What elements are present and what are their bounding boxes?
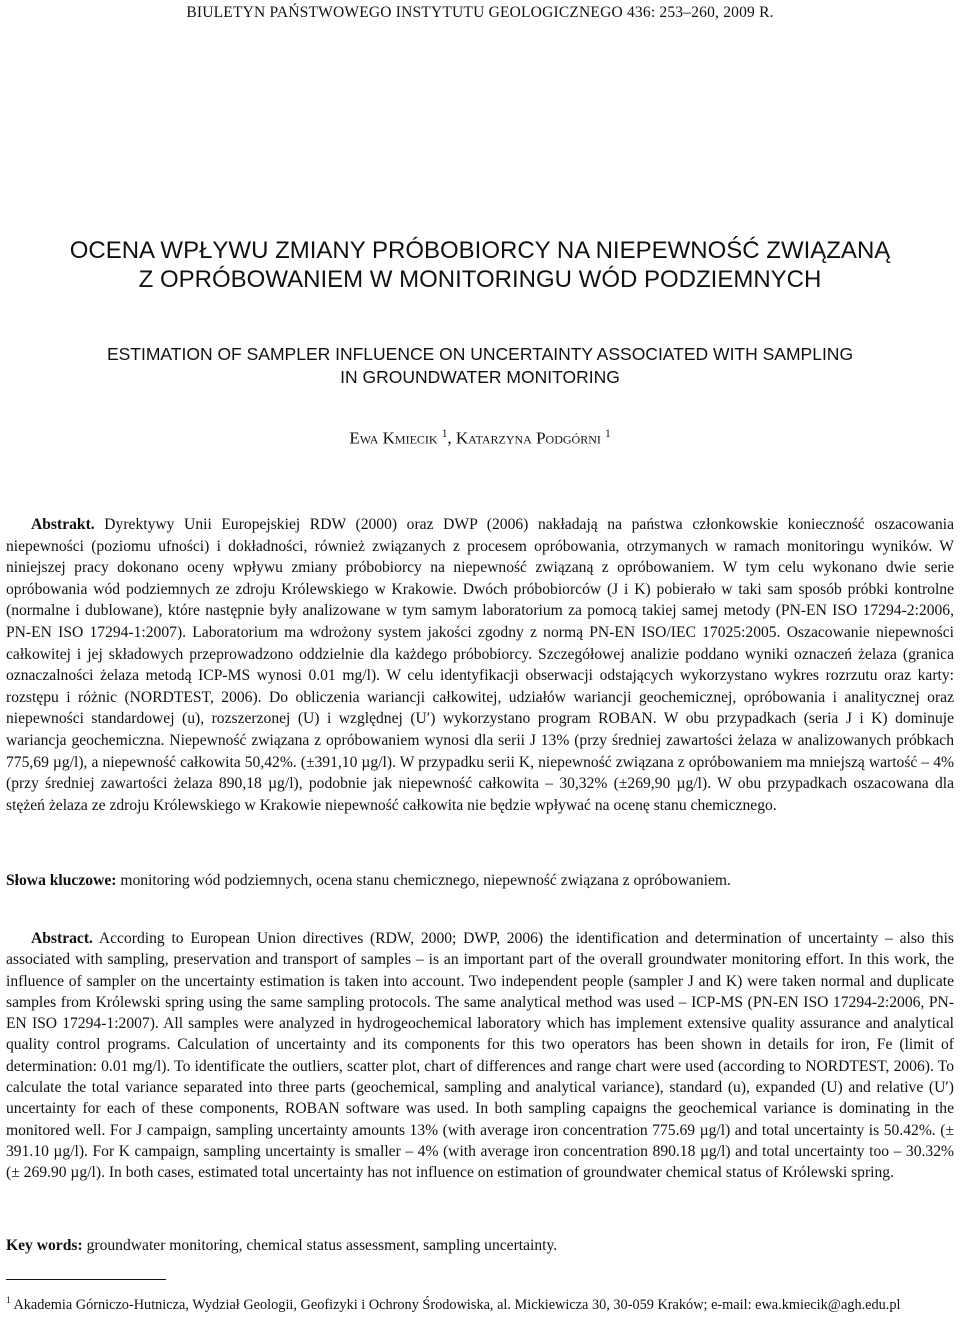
abstract-polish	[6, 514, 954, 816]
author-2-name: Katarzyna Podgórni	[455, 428, 601, 448]
title-polish-line2: Z OPRÓBOWANIEM W MONITORINGU WÓD PODZIEMNYCH	[138, 266, 822, 293]
journal-header: BIULETYN PAŃSTWOWEGO INSTYTUTU GEOLOGICZNEGO 436: 253–260, 2009 R.	[186, 4, 774, 21]
keywords-polish	[6, 872, 954, 890]
title-english-line2: IN GROUNDWATER MONITORING	[340, 367, 620, 387]
keywords-polish-text: monitoring wód podziemnych, ocena stanu chemicznego, niepewność związana z opróbowaniem.	[120, 872, 731, 889]
title-polish-line1: OCENA WPŁYWU ZMIANY PRÓBOBIORCY NA NIEPEWNOŚĆ ZWIĄZANĄ	[69, 237, 891, 264]
title-english-line1: ESTIMATION OF SAMPLER INFLUENCE ON UNCERTAINTY ASSOCIATED WITH SAMPLING	[106, 344, 854, 364]
footnote-marker: 1	[6, 1296, 11, 1306]
author-1-affiliation-marker: 1	[441, 428, 448, 440]
keywords-english-label: Key words:	[6, 1237, 83, 1254]
footnote-divider	[6, 1279, 166, 1280]
footnote	[6, 1296, 956, 1314]
abstract-english	[6, 928, 954, 1184]
authors	[0, 428, 960, 449]
abstract-polish-text: Dyrektywy Unii Europejskiej RDW (2000) oraz DWP (2006) nakładają na państwa członkowskie konieczność oszacowania niepewności (poziomu ufności) i dokładności, również związanych z procesem opróbowania, otrzymanych w ramach monitoringu wyników. W niniejszej pracy dokonano oceny wpływu zmiany próbobiorcy na niepewność związaną z opróbowaniem. W tym celu wykonano dwie serie opróbowania wód podziemnych ze zdroju Królewskiego w Krakowie. Dwóch próbobiorców (J i K) pobierało w taki sam sposób próbki kontrolne (normalne i dublowane), które następnie były analizowane w tym samym laboratorium za pomocą takiej samej metody (PN-EN ISO 17294-2:2006, PN-EN ISO 17294-1:2007). Laboratorium ma wdrożony system jakości zgodny z normą PN-EN ISO/IEC 17025:2005. Oszacowanie niepewności całkowitej i jej składowych przeprowadzono oddzielnie dla każdego próbobiorcy. Szczegółowej analizie poddano wyniki oznaczeń żelaza (granica oznaczalności żelaza metodą ICP-MS wynosi 0.01 mg/l). W celu identyfikacji obserwacji odstających wykorzystano wykres rozrzutu oraz karty: rozstępu i różnic (NORDTEST, 2006). Do obliczenia wariancji całkowitej, udziałów wariancji geochemicznej, opróbowania i analitycznej oraz niepewności standardowej (u), rozszerzonej (U) i względnej (U′) wykorzystano program ROBAN. W obu przypadkach (seria J i K) dominuje wariancja geochemiczna. Niepewność związana z opróbowaniem wynosi dla serii J 13% (przy średniej zawartości żelaza w analizowanych próbkach 775,69 µg/l), a niepewność całkowita 50,42%. (±391,10 µg/l). W przypadku serii K, niepewność związana z opróbowaniem ma mniejszą wartość – 4% (przy średniej zawartości żelaza 890,18 µg/l), podobnie jak niepewność całkowita – 30,32% (±269,90 µg/l). W obu przypadkach oszacowana dla stężeń żelaza ze zdroju Królewskiego w Krakowie niepewność całkowita nie będzie wpływać na ocenę stanu chemicznego.	[6, 516, 954, 814]
author-2-affiliation-marker: 1	[605, 428, 611, 440]
author-1-name: Ewa Kmiecik	[349, 428, 438, 448]
author-separator: ,	[447, 428, 456, 448]
abstract-english-text: According to European Union directives (RDW, 2000; DWP, 2006) the identification and determination of uncertainty – also this associated with sampling, preservation and transport of samples – is an important part of the overall groundwater monitoring effort. In this work, the influence of sampler on the uncertainty estimation is taken into account. Two independent people (sampler J and K) were taken normal and duplicate samples from Królewski spring using the same sampling protocols. The same analytical method was used – ICP-MS (PN-EN ISO 17294-2:2006, PN-EN ISO 17294-1:2007). All samples were analyzed in hydrogeochemical laboratory which has implement extensive quality assurance and analytical quality control programs. Calculation of uncertainty and its components for this two operators has been shown in details for iron, Fe (limit of determination: 0.01 mg/l). To identificate the outliers, scatter plot, chart of differences and range chart were used (according to NORDTEST, 2006). To calculate the total variance separated into three parts (geochemical, sampling and analytical variance), standard (u), expanded (U) and relative (U′) uncertainty for each of these components, ROBAN software was used. In both sampling capaigns the geochemical variance is dominating in the monitored well. For J campaign, sampling uncertainty amounts 13% (with average iron concentration 775.69 µg/l) and total uncertainty is 50.42%. (± 391.10 µg/l). For K campaign, sampling uncertainty is smaller – 4% (with average iron concentration 890.18 µg/l) and total uncertainty too – 30.32% (± 269.90 µg/l). In both cases, estimated total uncertainty has not influence on estimation of groundwater chemical status of Królewski spring.	[6, 930, 954, 1182]
abstract-english-label: Abstract.	[31, 930, 93, 947]
keywords-english	[6, 1237, 954, 1255]
title-polish	[0, 236, 960, 294]
title-english	[0, 343, 960, 389]
keywords-english-text: groundwater monitoring, chemical status assessment, sampling uncertainty.	[86, 1237, 558, 1254]
keywords-polish-label: Słowa kluczowe:	[6, 872, 117, 889]
footnote-text: Akademia Górniczo-Hutnicza, Wydział Geologii, Geofizyki i Ochrony Środowiska, al. Mickiewicza 30, 30-059 Kraków; e-mail: ewa.kmiecik@agh.edu.pl	[13, 1296, 901, 1313]
abstract-polish-label: Abstrakt.	[31, 516, 95, 533]
